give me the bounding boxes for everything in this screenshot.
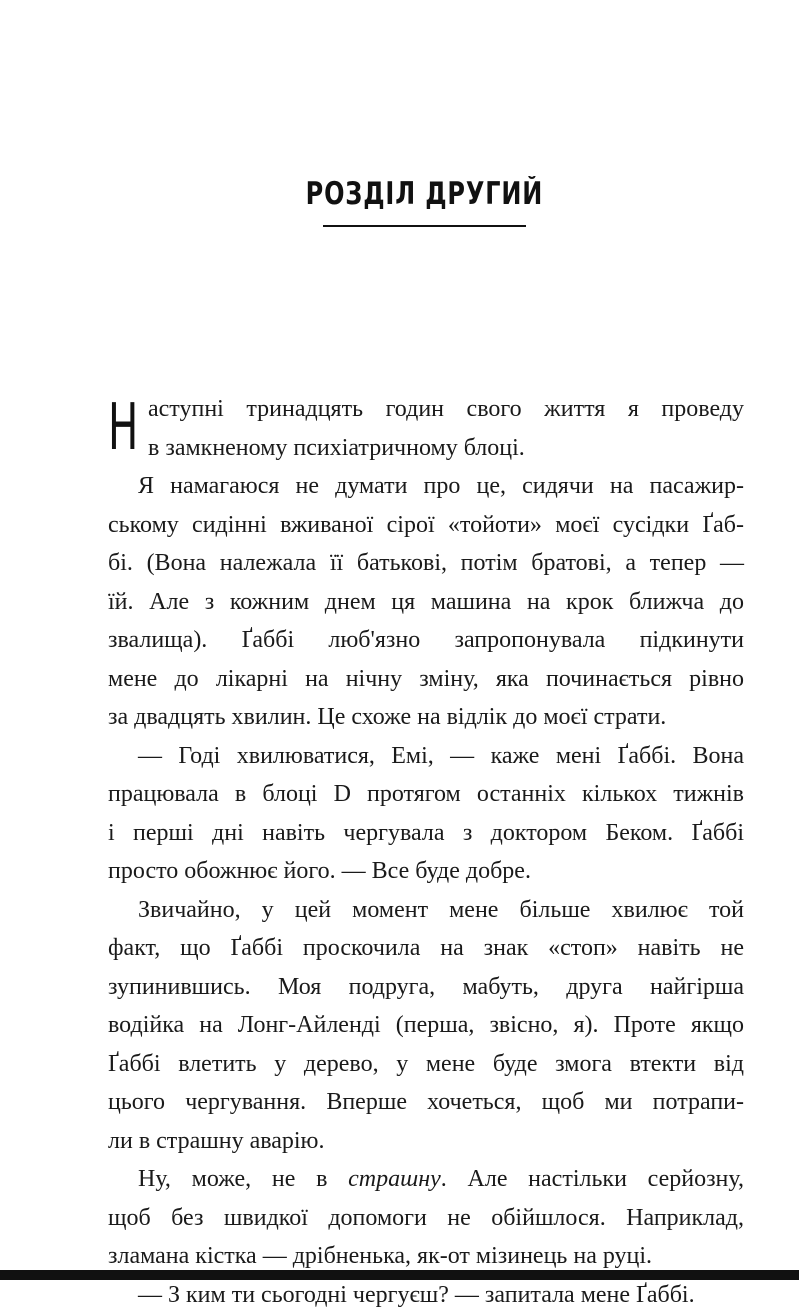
text-line: працювала в блоці D протягом останніх кількох тижнів	[108, 775, 744, 814]
chapter-title-rule	[323, 225, 526, 227]
text-line: Ну, може, не в страшну. Але настільки серйозну,	[108, 1160, 744, 1199]
text-line: ському сидінні вживаної сірої «тойоти» моєї сусідки Ґаб-	[108, 506, 744, 545]
text-line: звалища). Ґаббі люб'язно запропонувала підкинути	[108, 621, 744, 660]
text-line: цього чергування. Вперше хочеться, щоб ми потрапи-	[108, 1083, 744, 1122]
text-line: просто обожнює його. — Все буде добре.	[108, 852, 744, 891]
text-line: — Годі хвилюватися, Емі, — каже мені Ґаббі. Вона	[108, 737, 744, 776]
text-line: зупинившись. Моя подруга, мабуть, друга найгірша	[108, 968, 744, 1007]
text-line: Н аступні тринадцять годин свого життя я проведу	[108, 390, 744, 429]
text-line: їй. Але з кожним днем ця машина на крок ближча до	[108, 583, 744, 622]
text-line: і перші дні навіть чергувала з доктором Беком. Ґаббі	[108, 814, 744, 853]
text-line: в замкненому психіатричному блоці.	[108, 429, 744, 468]
drop-cap: Н	[108, 396, 138, 460]
body-text	[108, 390, 744, 1314]
italic-emphasis: страшну	[348, 1166, 441, 1192]
text-line: ли в страшну аварію.	[108, 1122, 744, 1161]
text-line: щоб без швидкої допомоги не обійшлося. Наприклад,	[108, 1199, 744, 1238]
text-line: за двадцять хвилин. Це схоже на відлік до моєї страти.	[108, 698, 744, 737]
text-line: Звичайно, у цей момент мене більше хвилює той	[108, 891, 744, 930]
text-line: зламана кістка — дрібненька, як-от мізинець на руці.	[108, 1237, 744, 1276]
page-bottom-edge	[0, 1270, 799, 1280]
text-line: водійка на Лонг-Айленді (перша, звісно, я). Проте якщо	[108, 1006, 744, 1045]
text-line: мене до лікарні на нічну зміну, яка починається рівно	[108, 660, 744, 699]
chapter-title: РОЗДІЛ ДРУГИЙ	[59, 176, 789, 212]
text-line: — З ким ти сьогодні чергуєш? — запитала мене Ґаббі.	[108, 1276, 744, 1314]
text-line: факт, що Ґаббі проскочила на знак «стоп» навіть не	[108, 929, 744, 968]
text-line: Ґаббі влетить у дерево, у мене буде змога втекти від	[108, 1045, 744, 1084]
text-line: Я намагаюся не думати про це, сидячи на пасажир-	[108, 467, 744, 506]
text-line: бі. (Вона належала її батькові, потім братові, а тепер —	[108, 544, 744, 583]
